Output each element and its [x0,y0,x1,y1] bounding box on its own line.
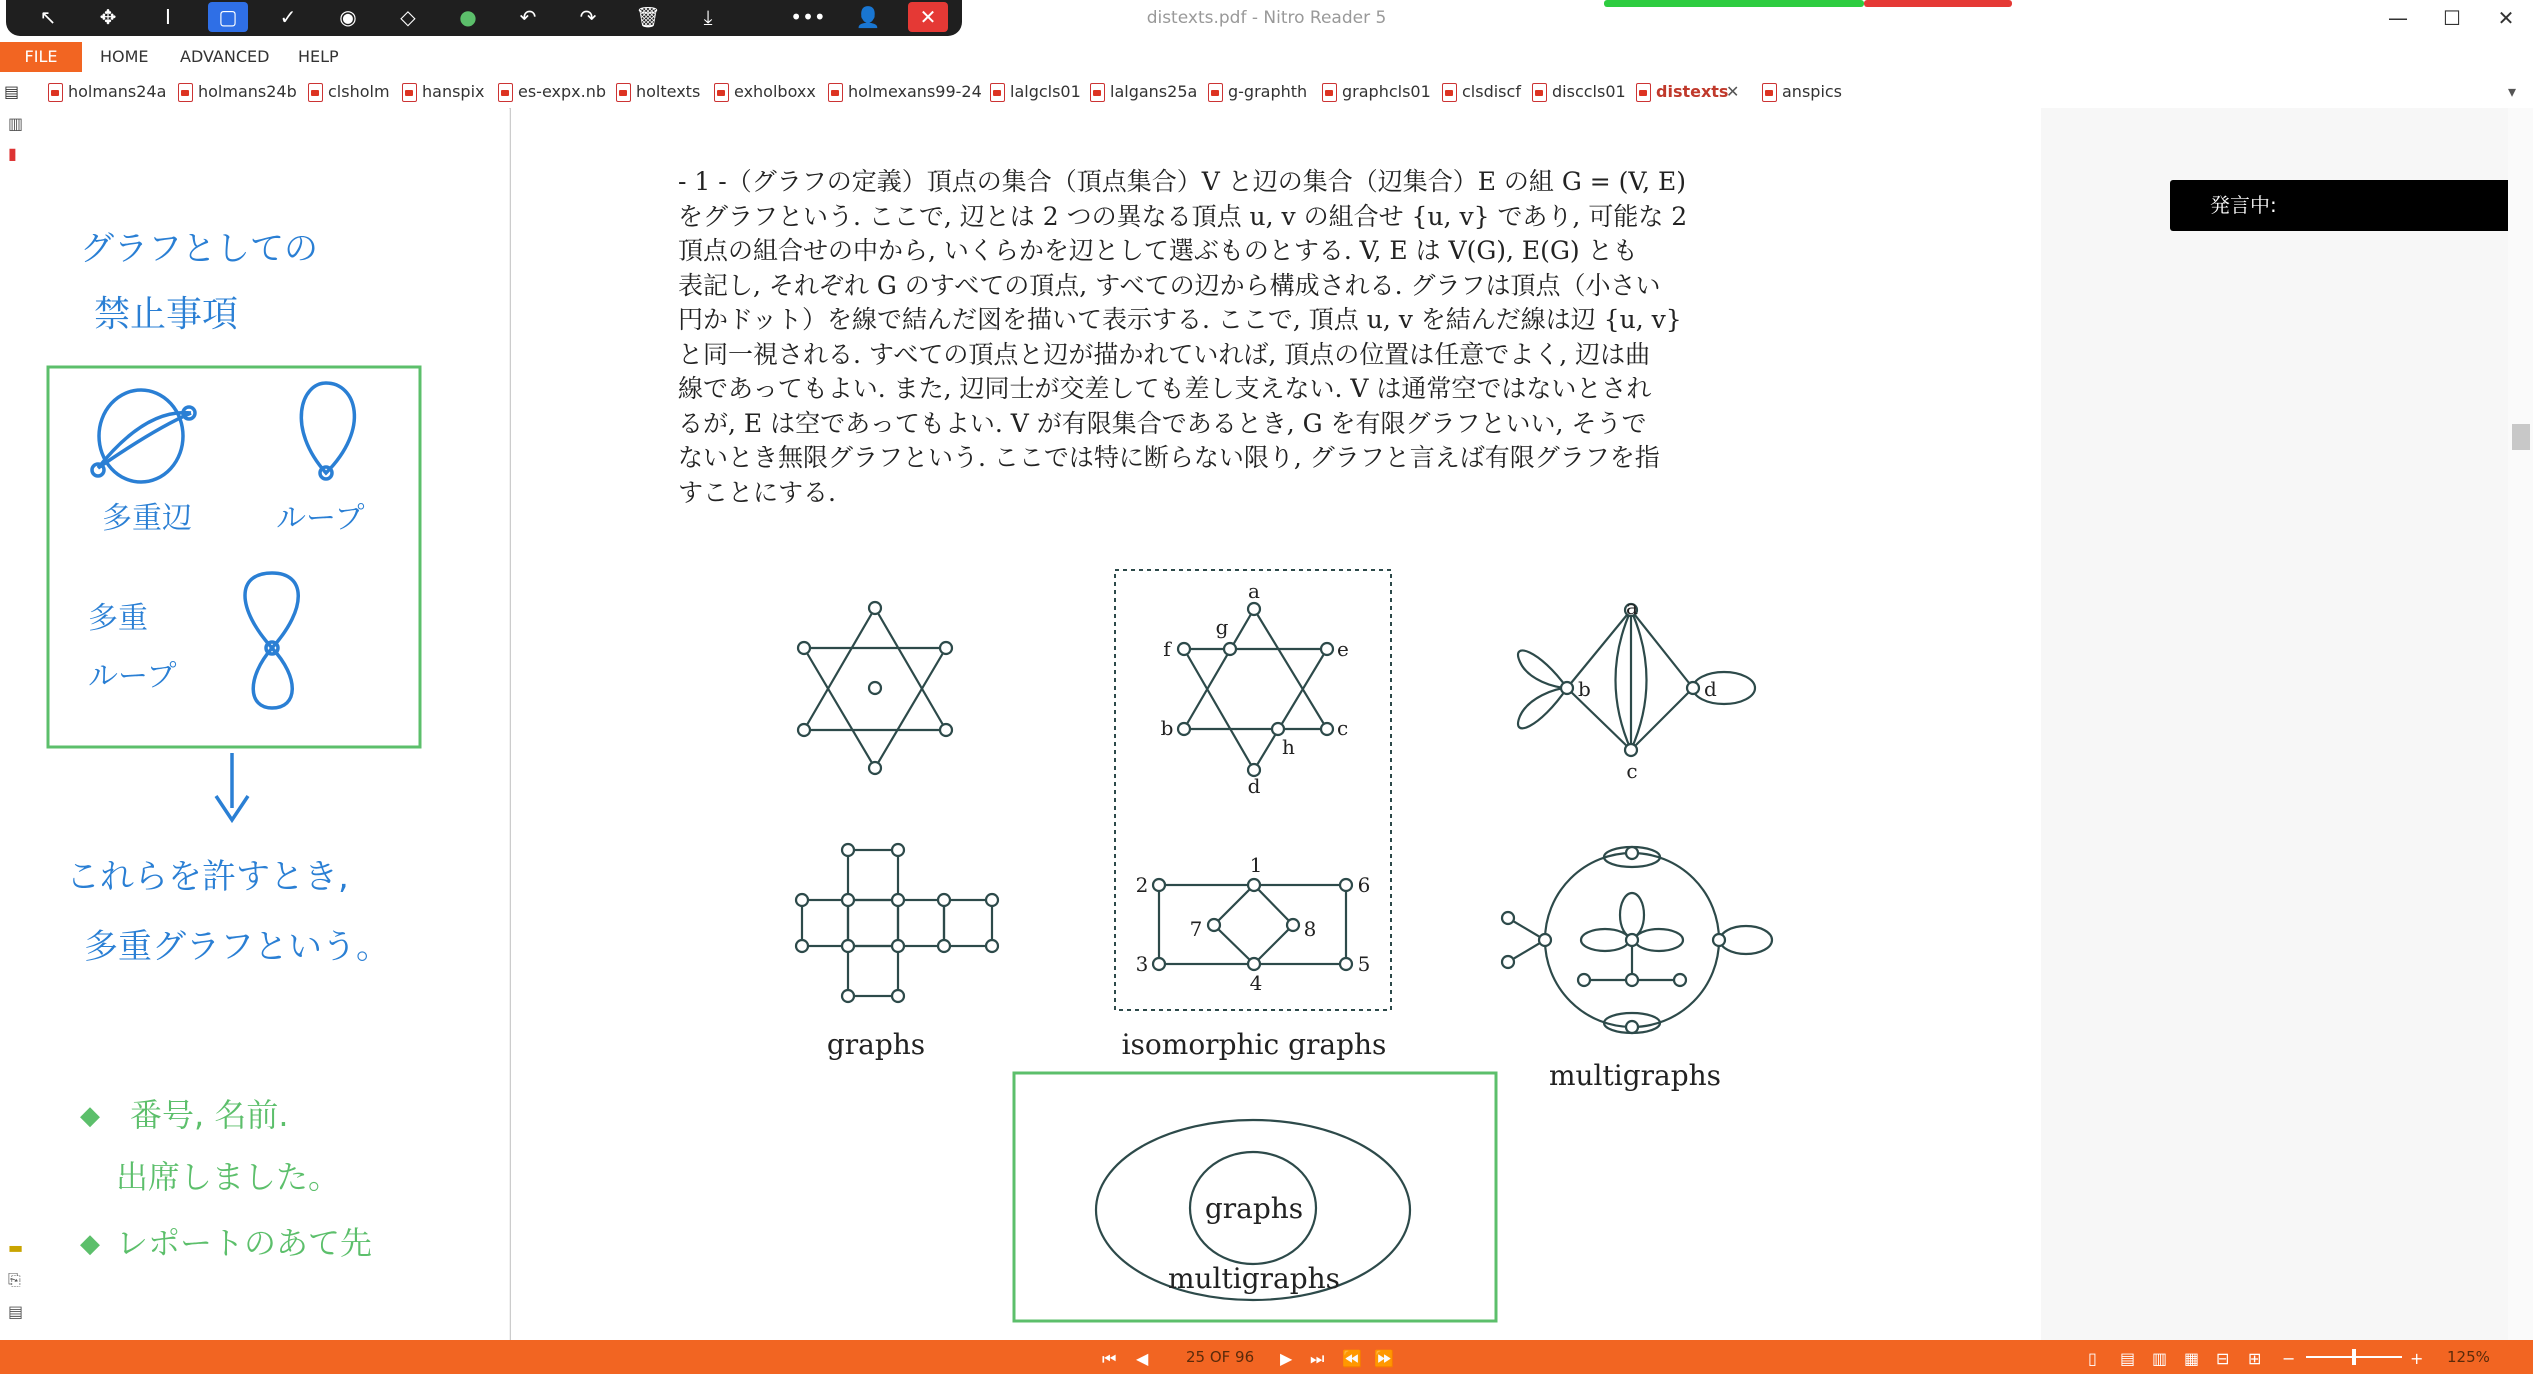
comments-icon[interactable]: ▬ [8,1238,24,1257]
prev-page-icon[interactable]: ◀ [1136,1349,1149,1368]
zoom-in-icon[interactable]: + [2410,1349,2424,1368]
tab-label: lalgans25a [1110,82,1198,101]
close-toolbar-icon[interactable]: ✕ [908,2,948,32]
iso-label-e: e [1337,637,1349,661]
tab-label: holmexans99-24 [848,82,982,101]
right-gutter [2041,108,2533,1340]
trash-icon[interactable]: 🗑 [635,5,661,29]
iso-label-f: f [1163,637,1171,661]
first-page-icon[interactable]: ⏮ [1102,1349,1117,1368]
venn-outer-label: multigraphs [1167,1262,1341,1295]
allow-line-2: 多重グラフという。 [84,927,390,967]
close-window-button[interactable]: ✕ [2497,6,2515,30]
user-settings-icon[interactable]: 👤 [855,5,881,29]
iso-num-2: 2 [1135,873,1149,897]
status-bar [0,1340,2533,1374]
iso-label-b: b [1160,716,1174,740]
zoom-slider-handle[interactable] [2352,1349,2356,1365]
tab-label: clsholm [328,82,390,101]
paragraph-line: 円かドット）を線で結んだ図を描いて表示する. ここで, 頂点 u, v を結んだ線は辺 {u, v} [678,305,1682,334]
multi-label-a: a [1626,595,1638,619]
paragraph-line: 線であってもよい. また, 辺同士が交差しても差し支えない. V は通常空ではないとされ [678,374,1652,403]
paragraph-line: - 1 -（グラフの定義）頂点の集合（頂点集合）V と辺の集合（辺集合）E の組 G = (V, E) [678,167,1686,196]
check-icon[interactable]: ✓ [279,5,297,29]
iso-num-4: 4 [1249,971,1263,995]
label-multi-loop-1: 多重 [88,601,148,636]
iso-label-d: d [1247,774,1261,798]
green-line-3: レポートのあて先 [116,1224,373,1262]
notes-title-2: 禁止事項 [94,294,239,335]
forward-view-icon[interactable]: ⏩ [1374,1349,1394,1368]
fit-width-icon[interactable]: ⊟ [2216,1349,2230,1368]
eraser-icon[interactable]: ◇ [400,5,416,29]
caption-multigraphs: multigraphs [1548,1059,1722,1092]
label-loop: ループ [276,501,365,536]
menu-file[interactable]: FILE [0,42,82,72]
isomorphic-star-graph [1178,603,1333,776]
paragraph-line: ないとき無限グラフという. ここでは特に断らない限り, グラフと言えば有限グラフを指 [678,443,1660,472]
allow-line-1: これらを許すとき, [66,857,349,897]
vertical-scrollbar[interactable] [2508,108,2533,1340]
menu-help[interactable]: HELP [298,47,339,66]
caption-graphs: graphs [826,1028,926,1061]
paragraph-line: 頂点の組合せの中から, いくらかを辺として選ぶものとする. V, E は V(G), E(G) とも [678,236,1638,265]
iso-num-1: 1 [1249,853,1263,877]
hand-icon[interactable]: ✥ [99,5,117,29]
back-view-icon[interactable]: ⏪ [1342,1349,1362,1368]
tab-label: disccls01 [1552,82,1626,101]
facing-view-icon[interactable]: ▥ [2152,1349,2168,1368]
text-cursor-icon[interactable]: I [165,5,171,29]
page-number[interactable]: 25 OF 96 [1186,1348,1255,1366]
tab-label: graphcls01 [1342,82,1431,101]
paragraph-line: と同一視される. すべての頂点と辺が描かれていれば, 頂点の位置は任意でよく, 辺は曲 [678,339,1651,369]
redo-icon[interactable]: ↷ [579,5,597,29]
iso-label-a: a [1248,579,1260,603]
bookmark-icon[interactable]: ▮ [8,144,17,163]
multi-label-b: b [1578,677,1591,701]
maximize-button[interactable]: ☐ [2443,6,2461,30]
iso-num-3: 3 [1135,952,1149,976]
tab-label: holmans24b [198,82,297,101]
multi-label-c: c [1626,759,1638,783]
tab-label: distexts [1656,82,1729,101]
venn-inner-label: graphs [1204,1192,1304,1225]
iso-num-6: 6 [1357,873,1371,897]
green-line-2: 出席しました。 [116,1158,341,1196]
stamp-icon[interactable]: ◉ [339,5,357,29]
fit-page-icon[interactable]: ⊞ [2248,1349,2262,1368]
continuous-view-icon[interactable]: ▤ [2120,1349,2136,1368]
star-graph [798,602,952,774]
green-line-1: 番号, 名前. [130,1096,289,1134]
green-bullet-2: ◆ [80,1229,100,1259]
menu-advanced[interactable]: ADVANCED [180,47,270,66]
multigraph-abcd [1518,604,1755,756]
tab-label: clsdiscf [1462,82,1521,101]
iso-label-g: g [1215,615,1229,639]
label-multi-loop-2: ループ [88,659,177,694]
isomorphic-rect-graph [1153,879,1352,970]
iso-num-7: 7 [1189,917,1203,941]
speaking-indicator: 発言中: [2170,180,2512,231]
layers-icon[interactable]: ▤ [8,1302,24,1321]
cross-grid-graph [796,844,998,1002]
notes-title-1: グラフとしての [80,229,318,269]
tab-list-icon[interactable]: ▤ [4,82,20,101]
menu-home[interactable]: HOME [100,47,149,66]
download-icon[interactable]: ⤓ [703,5,713,29]
next-page-icon[interactable]: ▶ [1280,1349,1293,1368]
paragraph-line: すことにする. [678,477,836,507]
tab-label: exholboxx [734,82,816,101]
tab-label: g-graphth [1228,82,1308,101]
tab-label: anspics [1782,82,1843,101]
last-page-icon[interactable]: ⏭ [1310,1349,1325,1368]
green-bullet-1: ◆ [80,1101,100,1131]
label-multi-edge: 多重辺 [102,501,192,536]
minimize-button[interactable]: — [2388,6,2408,30]
zoom-out-icon[interactable]: − [2282,1349,2296,1368]
tab-label: holmans24a [68,82,167,101]
color-dot-icon[interactable]: ● [459,5,477,29]
iso-label-c: c [1337,716,1349,740]
iso-num-8: 8 [1303,917,1317,941]
multi-label-d: d [1704,677,1717,701]
zoom-level[interactable]: 125% [2447,1348,2490,1366]
iso-label-h: h [1282,735,1295,759]
attachments-icon[interactable]: ⎘ [8,1270,21,1289]
multigraph-circle [1502,847,1772,1033]
rectangle-icon[interactable]: ▢ [208,2,248,32]
tab-label: holtexts [636,82,701,101]
paragraph-line: 表記し, それぞれ G のすべての頂点, すべての辺から構成される. グラフは頂点（小さい [678,270,1661,300]
undo-icon[interactable]: ↶ [519,5,537,29]
facing-continuous-icon[interactable]: ▦ [2184,1349,2200,1368]
window-title: distexts.pdf - Nitro Reader 5 [1146,8,1387,28]
single-page-view-icon[interactable]: ▯ [2088,1349,2097,1368]
paragraph-line: るが, E は空であってもよい. V が有限集合であるとき, G を有限グラフといい, そうで [678,408,1647,438]
scrollbar-thumb[interactable] [2512,424,2530,450]
paragraph-line: をグラフという. ここで, 辺とは 2 つの異なる頂点 u, v の組合せ {u, v} であり, 可能な 2 [678,201,1688,231]
tab-label: hanspix [422,82,485,101]
iso-num-5: 5 [1357,952,1371,976]
tab-close-icon[interactable]: ✕ [1726,82,1740,101]
tab-label: lalgcls01 [1010,82,1081,101]
pointer-icon[interactable]: ↖ [39,5,57,29]
caption-isomorphic-graphs: isomorphic graphs [1121,1028,1387,1061]
tab-label: es-expx.nb [518,82,606,101]
pages-icon[interactable]: ▥ [8,114,24,133]
tab-overflow-icon[interactable]: ▾ [2508,82,2517,101]
more-icon[interactable]: ••• [790,5,826,29]
